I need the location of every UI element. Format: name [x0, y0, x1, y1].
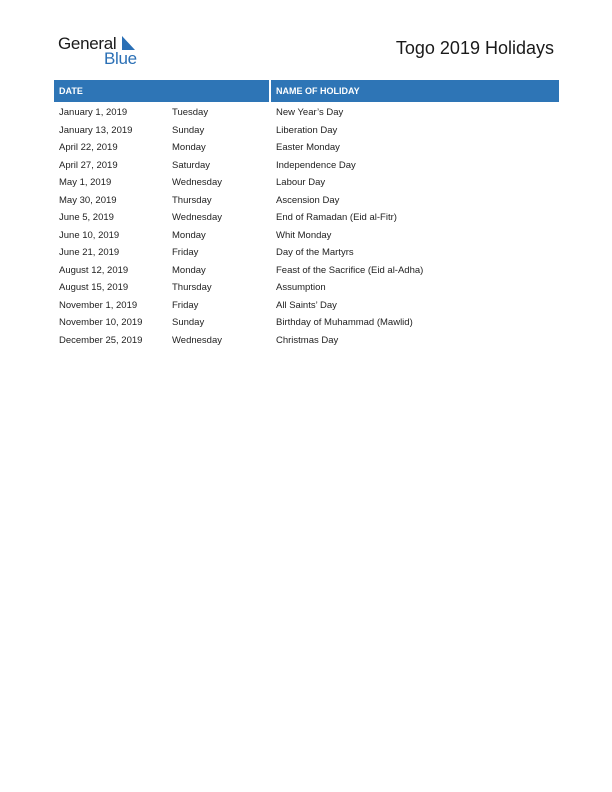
logo-word-blue: Blue: [104, 49, 137, 68]
cell-day: Friday: [172, 247, 199, 258]
table-row: [54, 243, 559, 261]
cell-date: December 25, 2019: [59, 334, 143, 346]
cell-date: April 27, 2019: [59, 159, 118, 171]
logo: [58, 34, 148, 68]
cell-holiday-name: All Saints’ Day: [276, 299, 337, 311]
table-row: [54, 191, 559, 209]
holiday-table: [54, 80, 559, 348]
cell-holiday-name: Whit Monday: [276, 229, 332, 241]
cell-day: Sunday: [172, 124, 205, 136]
table-row: [54, 208, 559, 226]
table-row: [54, 296, 559, 314]
cell-date: April 22, 2019: [59, 142, 118, 153]
table-row: [54, 261, 559, 279]
header-date: DATE: [59, 86, 83, 96]
cell-day: Tuesday: [172, 107, 209, 118]
table-body: [54, 102, 559, 348]
cell-date: June 10, 2019: [59, 229, 120, 241]
cell-date: May 30, 2019: [59, 194, 117, 206]
cell-date: November 10, 2019: [59, 317, 143, 328]
cell-holiday-name: End of Ramadan (Eid al-Fitr): [276, 212, 397, 223]
cell-day: Friday: [172, 299, 199, 311]
cell-date: January 13, 2019: [59, 124, 133, 136]
table-row: [54, 313, 559, 331]
table-row: [54, 331, 559, 349]
cell-holiday-name: Ascension Day: [276, 194, 340, 206]
table-row: [54, 156, 559, 174]
cell-day: Monday: [172, 229, 206, 241]
table-header: [54, 80, 559, 102]
cell-date: June 21, 2019: [59, 247, 120, 258]
cell-date: May 1, 2019: [59, 177, 112, 188]
cell-date: January 1, 2019: [59, 107, 128, 118]
table-row: [54, 121, 559, 139]
cell-day: Wednesday: [172, 212, 222, 223]
header-name: NAME OF HOLIDAY: [276, 86, 360, 96]
cell-day: Monday: [172, 264, 206, 276]
cell-date: June 5, 2019: [59, 212, 114, 223]
table-row: [54, 278, 559, 296]
cell-holiday-name: Feast of the Sacrifice (Eid al-Adha): [276, 264, 424, 276]
table-row: [54, 226, 559, 244]
page-title: Togo 2019 Holidays: [395, 38, 554, 58]
cell-day: Thursday: [172, 194, 212, 206]
logo-word-general: General: [58, 34, 117, 53]
cell-holiday-name: Day of the Martyrs: [276, 247, 354, 258]
cell-date: August 15, 2019: [59, 282, 129, 293]
cell-holiday-name: Christmas Day: [276, 334, 339, 346]
cell-holiday-name: Easter Monday: [276, 142, 340, 153]
cell-day: Wednesday: [172, 177, 222, 188]
cell-holiday-name: Assumption: [276, 282, 326, 293]
cell-day: Thursday: [172, 282, 212, 293]
cell-day: Wednesday: [172, 334, 222, 346]
cell-day: Sunday: [172, 317, 205, 328]
cell-holiday-name: New Year’s Day: [276, 107, 344, 118]
cell-date: November 1, 2019: [59, 299, 138, 311]
cell-date: August 12, 2019: [59, 264, 129, 276]
cell-holiday-name: Independence Day: [276, 159, 356, 171]
table-row: [54, 173, 559, 191]
cell-day: Monday: [172, 142, 206, 153]
cell-holiday-name: Labour Day: [276, 177, 326, 188]
cell-holiday-name: Birthday of Muhammad (Mawlid): [276, 317, 413, 328]
header-divider: [269, 80, 271, 102]
table-row: [54, 103, 559, 121]
table-row: [54, 138, 559, 156]
cell-holiday-name: Liberation Day: [276, 124, 338, 136]
cell-day: Saturday: [172, 159, 211, 171]
